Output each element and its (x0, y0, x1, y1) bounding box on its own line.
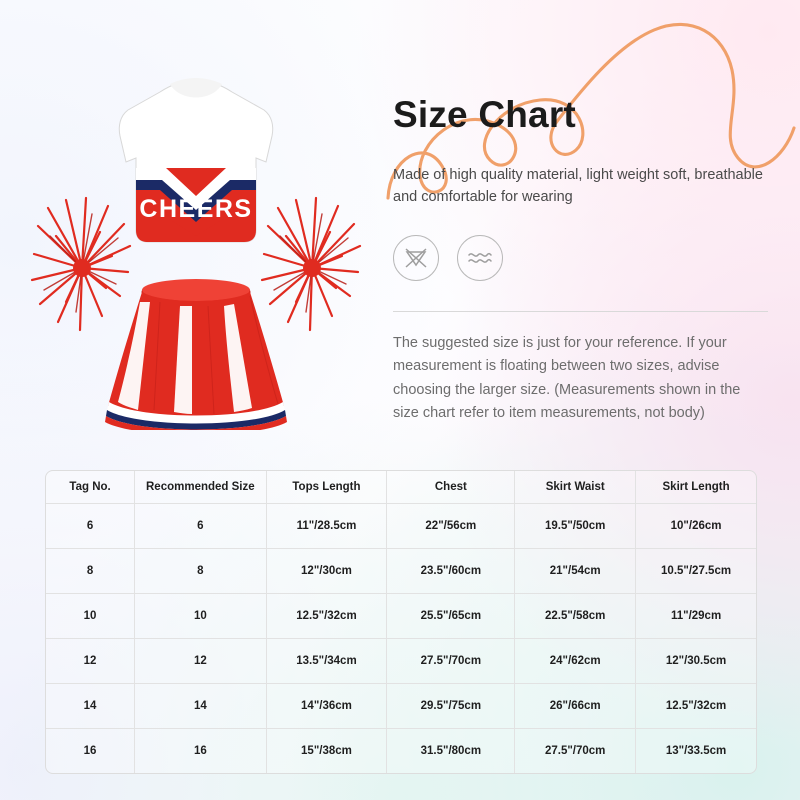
cell-skirt-waist: 24"/62cm (515, 639, 636, 684)
cell-tops-length: 12"/30cm (266, 549, 387, 594)
table-row (46, 684, 756, 729)
cell-recommended-size: 8 (135, 549, 266, 594)
column-header-skirt-length: Skirt Length (636, 471, 756, 504)
do-not-bleach-icon (393, 235, 439, 281)
cheer-skirt (105, 279, 287, 430)
cell-tag-no: 12 (46, 639, 135, 684)
cell-tops-length: 14"/36cm (266, 684, 387, 729)
hand-wash-icon (457, 235, 503, 281)
cheer-top (119, 78, 272, 246)
column-header-tops-length: Tops Length (266, 471, 387, 504)
cell-recommended-size: 6 (135, 504, 266, 549)
table-row (46, 639, 756, 684)
column-header-skirt-waist: Skirt Waist (515, 471, 636, 504)
column-header-chest: Chest (387, 471, 515, 504)
cell-chest: 31.5"/80cm (387, 729, 515, 774)
cell-tag-no: 14 (46, 684, 135, 729)
cell-chest: 29.5"/75cm (387, 684, 515, 729)
cell-chest: 22"/56cm (387, 504, 515, 549)
cell-tops-length: 12.5"/32cm (266, 594, 387, 639)
cell-skirt-waist: 21"/54cm (515, 549, 636, 594)
cell-skirt-waist: 26"/66cm (515, 684, 636, 729)
table-row (46, 729, 756, 774)
cell-skirt-waist: 19.5"/50cm (515, 504, 636, 549)
divider (393, 311, 768, 312)
cell-tops-length: 13.5"/34cm (266, 639, 387, 684)
cell-skirt-length: 13"/33.5cm (665, 745, 727, 757)
cell-tag-no: 10 (46, 594, 135, 639)
cell-skirt-length: 12.5"/32cm (636, 684, 756, 729)
cell-skirt-waist: 27.5"/70cm (515, 729, 636, 774)
care-icons (393, 235, 768, 281)
cell-tag-no: 8 (46, 549, 135, 594)
product-description: Made of high quality material, light weight soft, breathable and comfortable for wearing (393, 166, 763, 206)
pom-pom-left (32, 198, 130, 330)
table-row (46, 594, 756, 639)
pom-pom-right (262, 198, 360, 330)
uniform-text: CHEERS (139, 195, 253, 223)
table-row (46, 549, 756, 594)
product-image (20, 40, 370, 430)
cell-recommended-size: 16 (135, 729, 266, 774)
page-title: Size Chart (393, 94, 576, 135)
cell-chest: 25.5"/65cm (387, 594, 515, 639)
cell-recommended-size: 14 (135, 684, 266, 729)
table-row (46, 504, 756, 549)
column-header-recommended-size: Recommended Size (135, 471, 266, 504)
cell-skirt-waist: 22.5"/58cm (515, 594, 636, 639)
table-header-row (46, 471, 756, 504)
column-header-tag-no: Tag No. (46, 471, 135, 504)
cell-skirt-length: 12"/30.5cm (636, 639, 756, 684)
size-note: The suggested size is just for your reference. If your measurement is floating between two sizes, advise choosing the larger size. (Measurements shown in the size chart refer to item measurements, not body) (393, 334, 741, 422)
cell-skirt-length: 10.5"/27.5cm (636, 549, 756, 594)
cell-skirt-length: 11"/29cm (636, 594, 756, 639)
cell-tops-length: 11"/28.5cm (266, 504, 387, 549)
cell-tag-no: 6 (46, 504, 135, 549)
cell-tag-no: 16 (46, 729, 135, 774)
size-chart-table-wrapper (45, 470, 757, 774)
cell-recommended-size: 10 (135, 594, 266, 639)
cell-tops-length: 15"/38cm (266, 729, 387, 774)
cell-recommended-size: 12 (135, 639, 266, 684)
header-text-column (393, 95, 768, 426)
cell-skirt-length: 10"/26cm (636, 504, 756, 549)
size-chart-table (46, 471, 756, 773)
cell-chest: 23.5"/60cm (387, 549, 515, 594)
cell-chest: 27.5"/70cm (387, 639, 515, 684)
